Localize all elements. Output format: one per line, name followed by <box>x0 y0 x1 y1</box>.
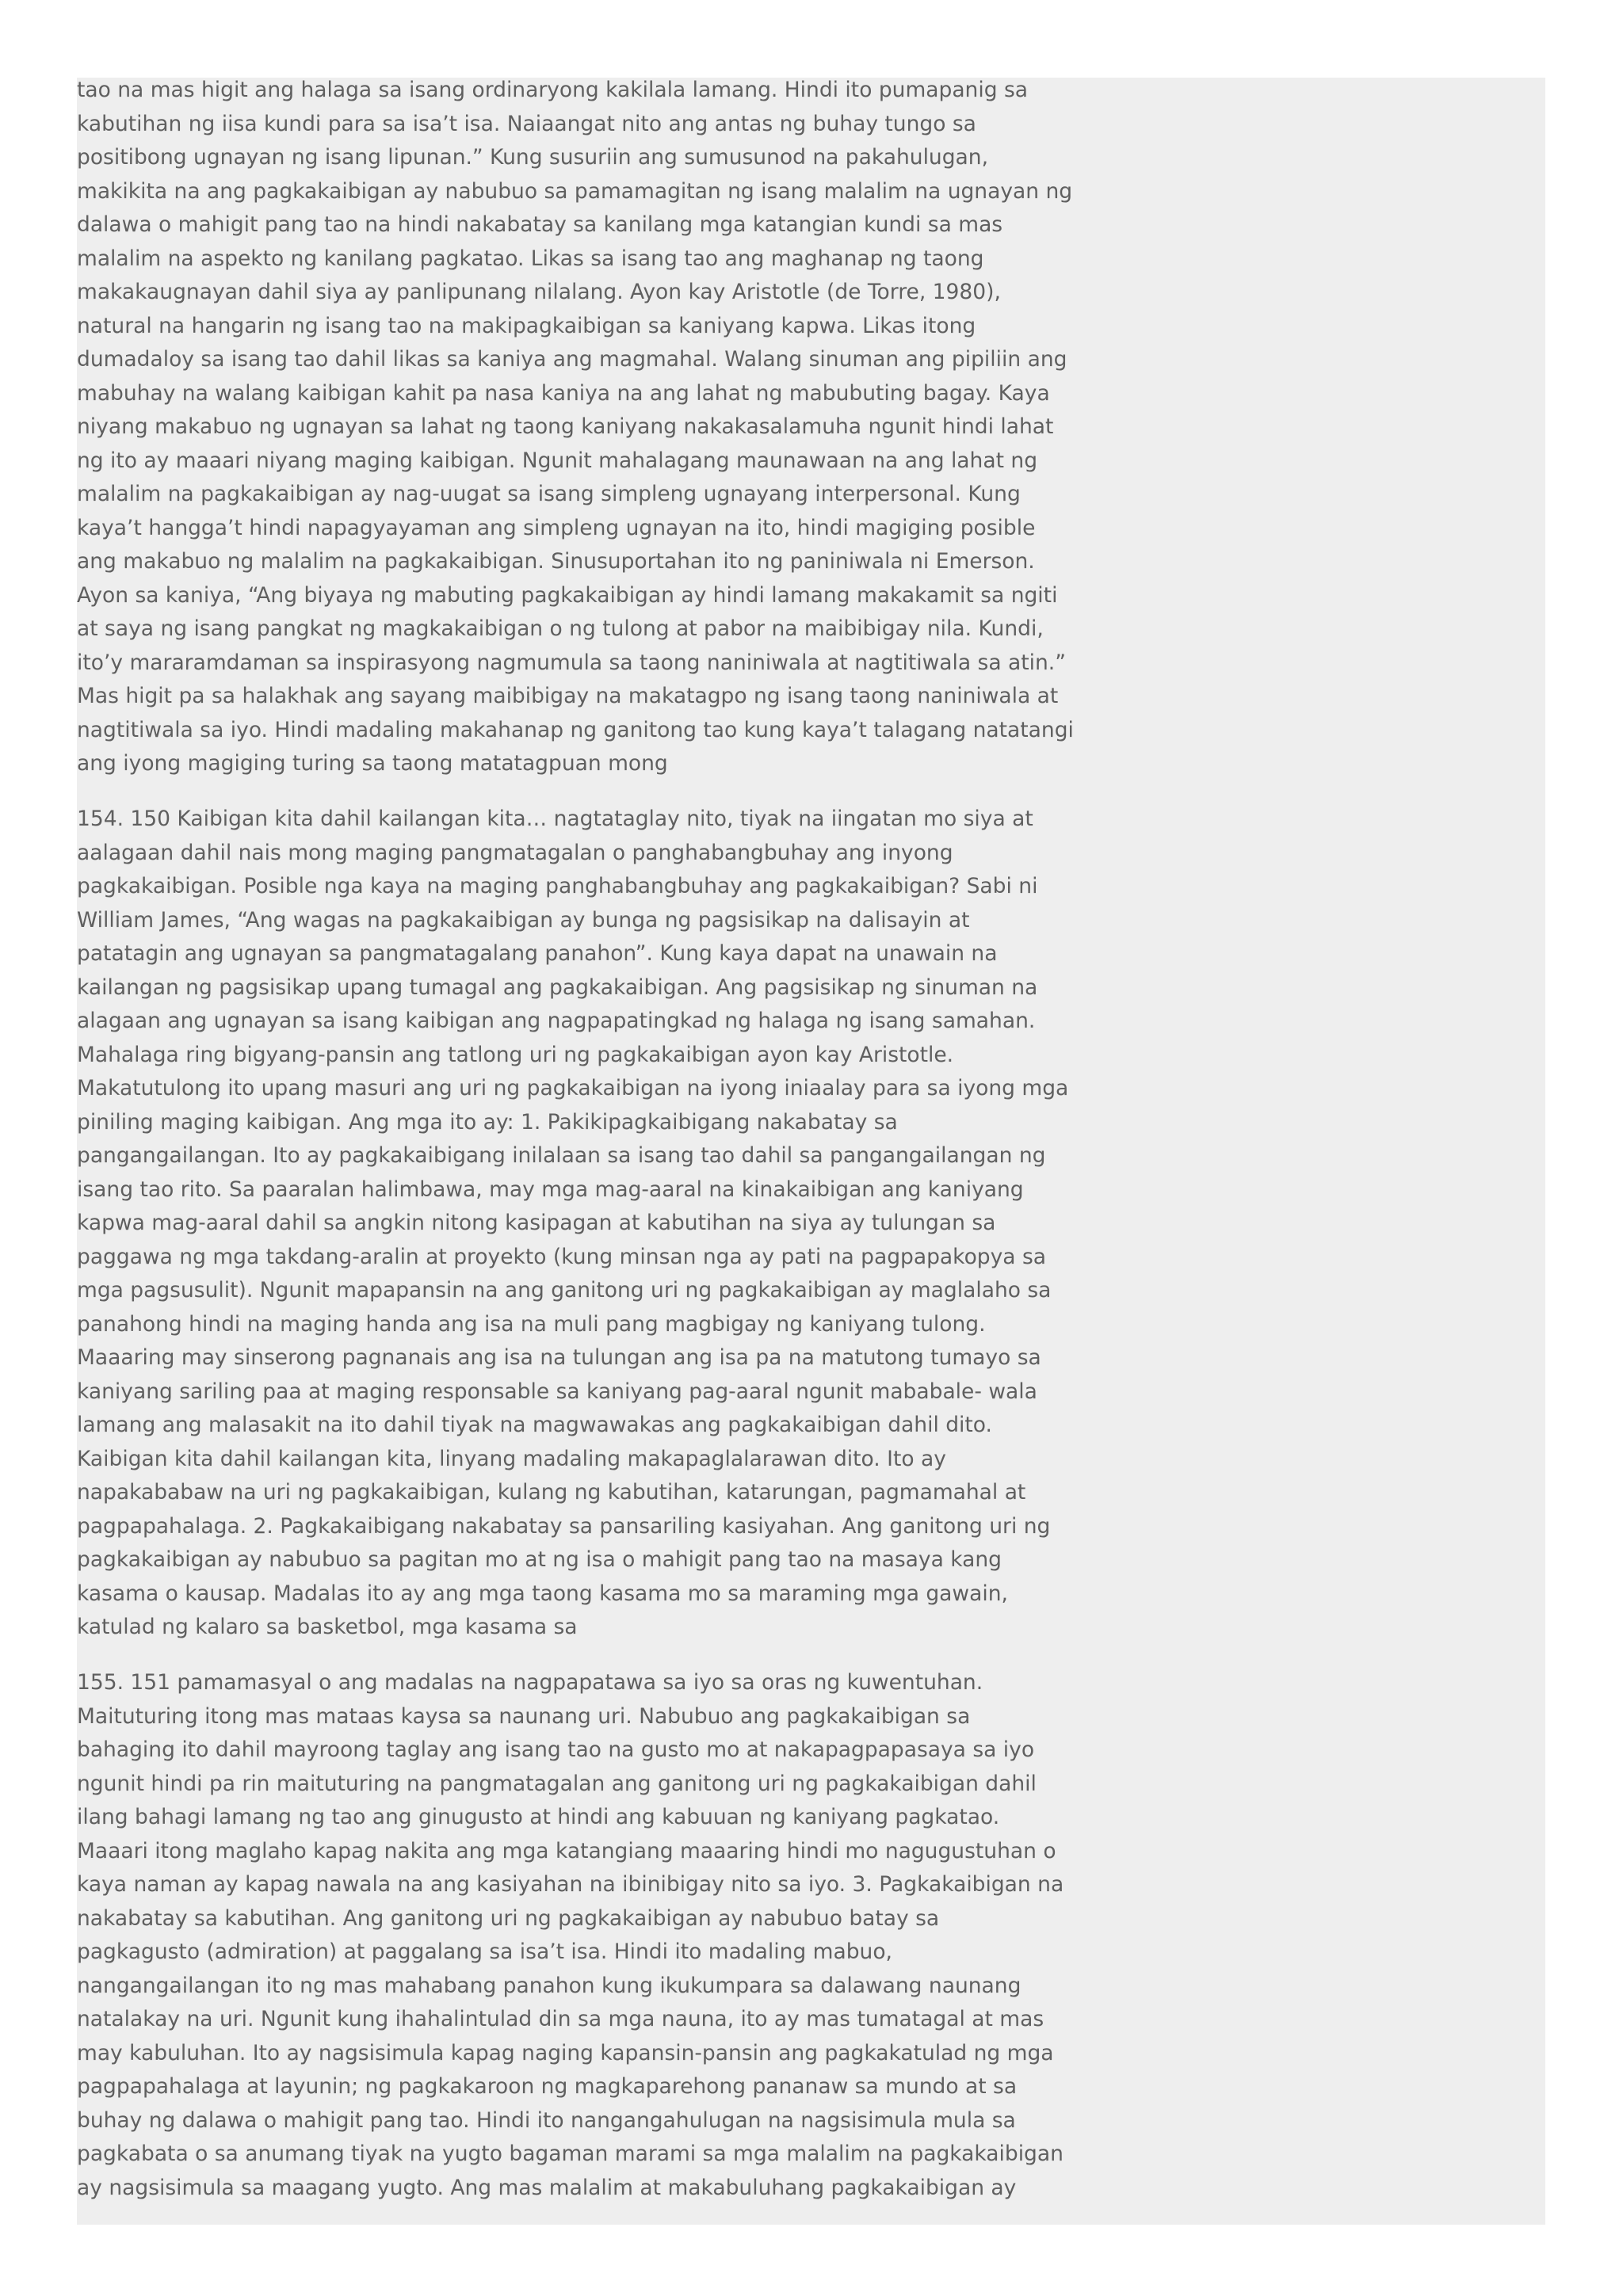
text-line: Maituturing itong mas mataas kaysa sa naunang uri. Nabubuo ang pagkakaibigan sa <box>77 1703 971 1729</box>
text-line: paggawa ng mga takdang-aralin at proyekto (kung minsan nga ay pati na pagpapakopya sa <box>77 1244 1046 1269</box>
text-line: Ayon sa kaniya, “Ang biyaya ng mabuting pagkakaibigan ay hindi lamang makakamit sa ngiti <box>77 582 1058 608</box>
text-line: pagkabata o sa anumang tiyak na yugto bagaman marami sa mga malalim na pagkakaibigan <box>77 2142 1064 2166</box>
text-line: mga pagsusulit). Ngunit mapapansin na ang ganitong uri ng pagkakaibigan ay maglalaho sa <box>77 1278 1052 1302</box>
text-line: Mahalaga ring bigyang-pansin ang tatlong uri ng pagkakaibigan ayon kay Aristotle. <box>77 1042 954 1067</box>
text-line: pangangailangan. Ito ay pagkakaibigang inilalaan sa isang tao dahil sa pangangailangan ng <box>77 1143 1046 1168</box>
text-line: ay nagsisimula sa maagang yugto. Ang mas malalim at makabuluhang pagkakaibigan ay <box>77 2175 1017 2200</box>
text-line: pagkakaibigan ay nabubuo sa pagitan mo at ng isa o mahigit pang tao na masaya kang <box>77 1547 1002 1572</box>
text-line: William James, “Ang wagas na pagkakaibigan ay bunga ng pagsisikap na dalisayin at <box>77 907 970 933</box>
text-line: nangangailangan ito ng mas mahabang panahon kung ikukumpara sa dalawang naunang <box>77 1973 1022 1998</box>
text-line: lamang ang malasakit na ito dahil tiyak na magwawakas ang pagkakaibigan dahil dito. <box>77 1413 992 1437</box>
text-line: nakabatay sa kabutihan. Ang ganitong uri ng pagkakaibigan ay nabubuo batay sa <box>77 1905 940 1931</box>
text-line: Maaari itong maglaho kapag nakita ang mga katangiang maaaring hindi mo nagugustuhan o <box>77 1838 1056 1863</box>
text-line: natalakay na uri. Ngunit kung ihahalintulad din sa mga nauna, ito ay mas tumatagal at mas <box>77 2007 1044 2031</box>
text-line: malalim na pagkakaibigan ay nag-uugat sa isang simpleng ugnayang interpersonal. Kung <box>77 482 1021 506</box>
text-line: at saya ng isang pangkat ng magkakaibigan o ng tulong at pabor na maibibigay nila. Kundi, <box>77 616 1044 641</box>
text-line: ilang bahagi lamang ng tao ang ginugusto at hindi ang kabuuan ng kaniyang pagkatao. <box>77 1805 1000 1829</box>
text-line: alagaan ang ugnayan sa isang kaibigan ang nagpapatingkad ng halaga ng isang samahan. <box>77 1009 1036 1033</box>
text-line: pagpapahalaga at layunin; ng pagkakaroon ng magkaparehong pananaw sa mundo at sa <box>77 2074 1018 2099</box>
text-line: 155. 151 pamamasyal o ang madalas na nagpapatawa sa iyo sa oras ng kuwentuhan. <box>77 1670 983 1695</box>
text-line: kailangan ng pagsisikap upang tumagal ang pagkakaibigan. Ang pagsisikap ng sinuman na <box>77 974 1038 1000</box>
text-line: pagkakaibigan. Posible nga kaya na maging panghabangbuhay ang pagkakaibigan? Sabi ni <box>77 874 1038 898</box>
text-line: pagkagusto (admiration) at paggalang sa isa’t isa. Hindi ito madaling mabuo, <box>77 1939 892 1964</box>
text-line: kaya naman ay kapag nawala na ang kasiyahan na ibinibigay nito sa iyo. 3. Pagkakaibigan na <box>77 1872 1064 1897</box>
text-line: ito’y mararamdaman sa inspirasyong nagmumula sa taong naniniwala at nagtitiwala sa atin.” <box>77 650 1066 675</box>
text-line: ang iyong magiging turing sa taong matatagpuan mong <box>77 751 668 776</box>
text-line: buhay ng dalawa o mahigit pang tao. Hindi ito nangangahulugan na nagsisimula mula sa <box>77 2107 1016 2133</box>
text-line: positibong ugnayan ng isang lipunan.” Kung susuriin ang sumusunod na pakahulugan, <box>77 145 989 170</box>
text-line: panahong hindi na maging handa ang isa na muli pang magbigay ng kaniyang tulong. <box>77 1311 986 1337</box>
text-line: malalim na aspekto ng kanilang pagkatao. Likas sa isang tao ang maghanap ng taong <box>77 246 984 271</box>
text-line: kaya’t hangga’t hindi napagyayaman ang simpleng ugnayan na ito, hindi magiging posible <box>77 515 1036 540</box>
text-line: Mas higit pa sa halakhak ang sayang maibibigay na makatagpo ng isang taong naniniwala at <box>77 684 1059 708</box>
text-line: niyang makabuo ng ugnayan sa lahat ng taong kaniyang nakakasalamuha ngunit hindi lahat <box>77 414 1054 439</box>
text-line: kasama o kausap. Madalas ito ay ang mga taong kasama mo sa maraming mga gawain, <box>77 1581 1008 1606</box>
text-line: dumadaloy sa isang tao dahil likas sa kaniya ang magmahal. Walang sinuman ang pipiliin ang <box>77 347 1067 372</box>
text-line: Makatutulong ito upang masuri ang uri ng pagkakaibigan na iyong iniaalay para sa iyong mga <box>77 1076 1069 1100</box>
text-line: natural na hangarin ng isang tao na makipagkaibigan sa kaniyang kapwa. Likas itong <box>77 313 976 338</box>
text-line: makikita na ang pagkakaibigan ay nabubuo sa pamamagitan ng isang malalim na ugnayan ng <box>77 178 1073 204</box>
paragraph-2 <box>77 803 1107 1645</box>
text-line: ang makabuo ng malalim na pagkakaibigan. Sinusuportahan ito ng paniniwala ni Emerson. <box>77 549 1035 574</box>
text-line: 154. 150 Kaibigan kita dahil kailangan kita… nagtataglay nito, tiyak na iingatan mo siya at <box>77 807 1033 831</box>
text-line: napakababaw na uri ng pagkakaibigan, kulang ng kabutihan, katarungan, pagmamahal at <box>77 1480 1026 1505</box>
text-line: aalagaan dahil nais mong maging pangmatagalan o panghabangbuhay ang inyong <box>77 840 953 865</box>
text-line: patatagin ang ugnayan sa pangmatagalang panahon”. Kung kaya dapat na unawain na <box>77 941 998 966</box>
paragraph-1 <box>77 74 1107 781</box>
text-line: kabutihan ng iisa kundi para sa isa’t isa. Naiaangat nito ang antas ng buhay tungo sa <box>77 111 976 136</box>
text-line: pagpapahalaga. 2. Pagkakaibigang nakabatay sa pansariling kasiyahan. Ang ganitong uri ng <box>77 1513 1051 1539</box>
text-line: piniling maging kaibigan. Ang mga ito ay: 1. Pakikipagkaibigang nakabatay sa <box>77 1109 898 1135</box>
text-line: nagtitiwala sa iyo. Hindi madaling makahanap ng ganitong tao kung kaya’t talagang natatangi <box>77 717 1074 742</box>
text-line: kaniyang sariling paa at maging responsable sa kaniyang pag-aaral ngunit mababale- wala <box>77 1379 1037 1404</box>
text-line: ng ito ay maaari niyang maging kaibigan. Ngunit mahalagang maunawaan na ang lahat ng <box>77 448 1038 473</box>
paragraph-3 <box>77 1666 1107 2205</box>
text-line: mabuhay na walang kaibigan kahit pa nasa kaniya na ang lahat ng mabubuting bagay. Kaya <box>77 380 1050 406</box>
text-line: kapwa mag-aaral dahil sa angkin nitong kasipagan at kabutihan na siya ay tulungan sa <box>77 1211 996 1235</box>
text-line: Maaaring may sinserong pagnanais ang isa na tulungan ang isa pa na matutong tumayo sa <box>77 1345 1041 1370</box>
text-line: may kabuluhan. Ito ay nagsisimula kapag naging kapansin-pansin ang pagkakatulad ng mga <box>77 2040 1054 2065</box>
text-line: tao na mas higit ang halaga sa isang ordinaryong kakilala lamang. Hindi ito pumapanig sa <box>77 78 1029 102</box>
text-line: ngunit hindi pa rin maituturing na pangmatagalan ang ganitong uri ng pagkakaibigan dahil <box>77 1771 1037 1796</box>
text-line: bahaging ito dahil mayroong taglay ang isang tao na gusto mo at nakapagpapasaya sa iyo <box>77 1737 1035 1762</box>
text-line: dalawa o mahigit pang tao na hindi nakabatay sa kanilang mga katangian kundi sa mas <box>77 212 1003 237</box>
text-line: katulad ng kalaro sa basketbol, mga kasama sa <box>77 1615 578 1639</box>
text-line: makakaugnayan dahil siya ay panlipunang nilalang. Ayon kay Aristotle (de Torre, 1980), <box>77 280 1001 304</box>
text-line: isang tao rito. Sa paaralan halimbawa, may mga mag-aaral na kinakaibigan ang kaniyang <box>77 1177 1024 1202</box>
text-line: Kaibigan kita dahil kailangan kita, linyang madaling makapaglalarawan dito. Ito ay <box>77 1446 946 1471</box>
